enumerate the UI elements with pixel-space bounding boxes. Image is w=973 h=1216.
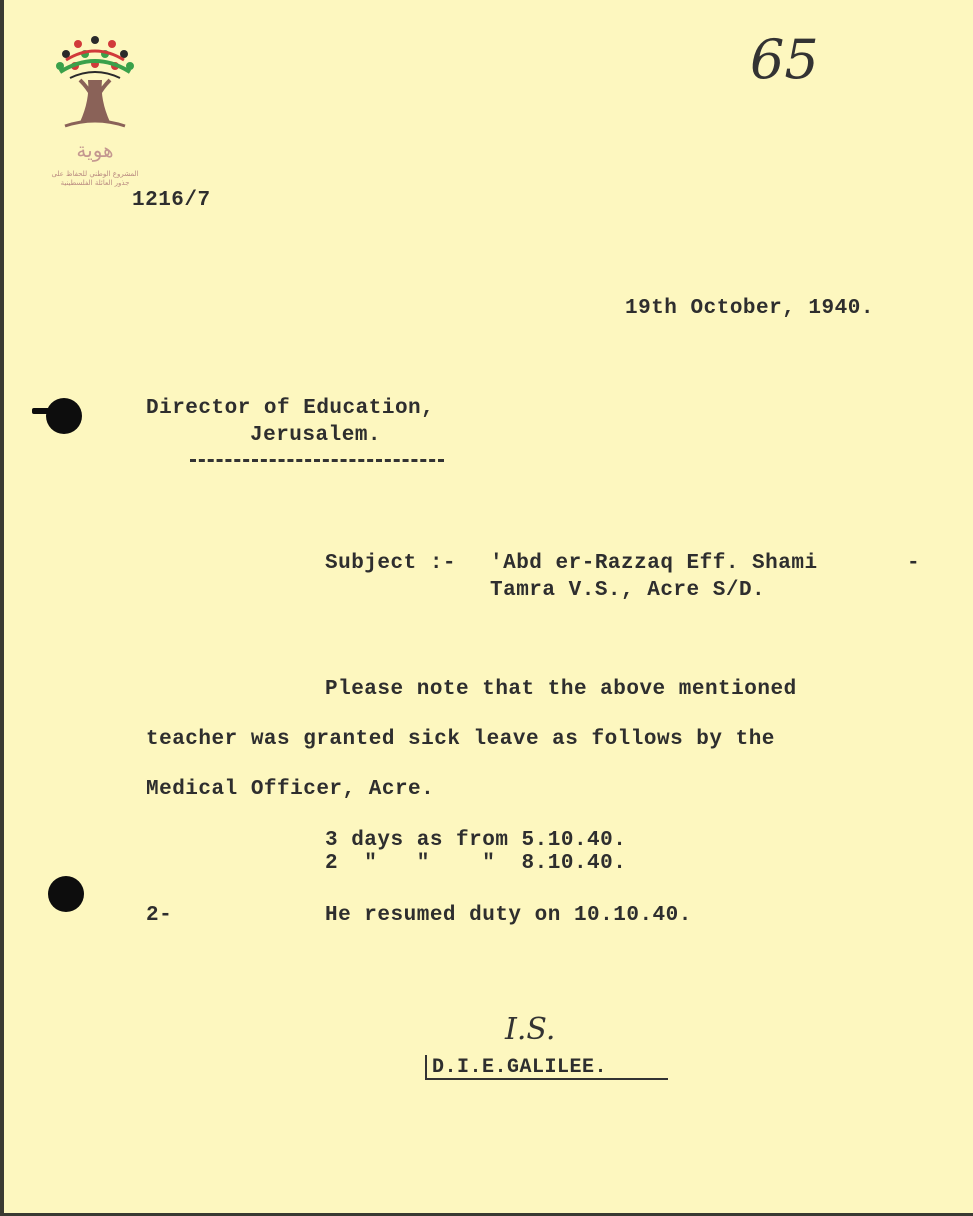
- paragraph2-number: 2-: [146, 904, 173, 927]
- leave-line2: 2 " " " 8.10.40.: [325, 852, 627, 875]
- body-line3: Medical Officer, Acre.: [146, 778, 435, 801]
- paragraph2-text: He resumed duty on 10.10.40.: [325, 904, 692, 927]
- signature-block: D.I.E.GALILEE.: [432, 1056, 608, 1079]
- addressee-line2: Jerusalem.: [250, 424, 382, 447]
- handwritten-initials: I.S.: [505, 1012, 556, 1047]
- leave-line1: 3 days as from 5.10.40.: [325, 829, 627, 852]
- addressee-underline: [190, 459, 444, 462]
- signature-bracket: [425, 1055, 427, 1079]
- logo-caption-line1: المشروع الوطني للحفاظ على: [51, 170, 139, 178]
- body-line1: Please note that the above mentioned: [325, 678, 797, 701]
- subject-line1: 'Abd er-Razzaq Eff. Shami: [490, 552, 818, 575]
- punch-hole-bottom: [48, 876, 84, 912]
- subject-dash: -: [907, 552, 921, 575]
- punch-hole-mark: [32, 408, 50, 414]
- body-line2: teacher was granted sick leave as follows by the: [146, 728, 775, 751]
- letter-date: 19th October, 1940.: [625, 297, 874, 320]
- tree-people-emblem: [40, 30, 150, 140]
- handwritten-page-number: 65: [750, 28, 819, 91]
- addressee-line1: Director of Education,: [146, 397, 435, 420]
- punch-hole-top: [46, 398, 82, 434]
- archive-logo: [40, 30, 150, 195]
- reference-number: 1216/7: [132, 189, 211, 212]
- logo-caption-line2: جذور العائلة الفلسطينية: [60, 179, 130, 187]
- subject-line2: Tamra V.S., Acre S/D.: [490, 579, 766, 602]
- subject-label: Subject :-: [325, 552, 457, 575]
- page-left-edge: [0, 0, 4, 1216]
- logo-wordmark: هوية: [76, 138, 114, 162]
- signature-underline: [425, 1078, 668, 1080]
